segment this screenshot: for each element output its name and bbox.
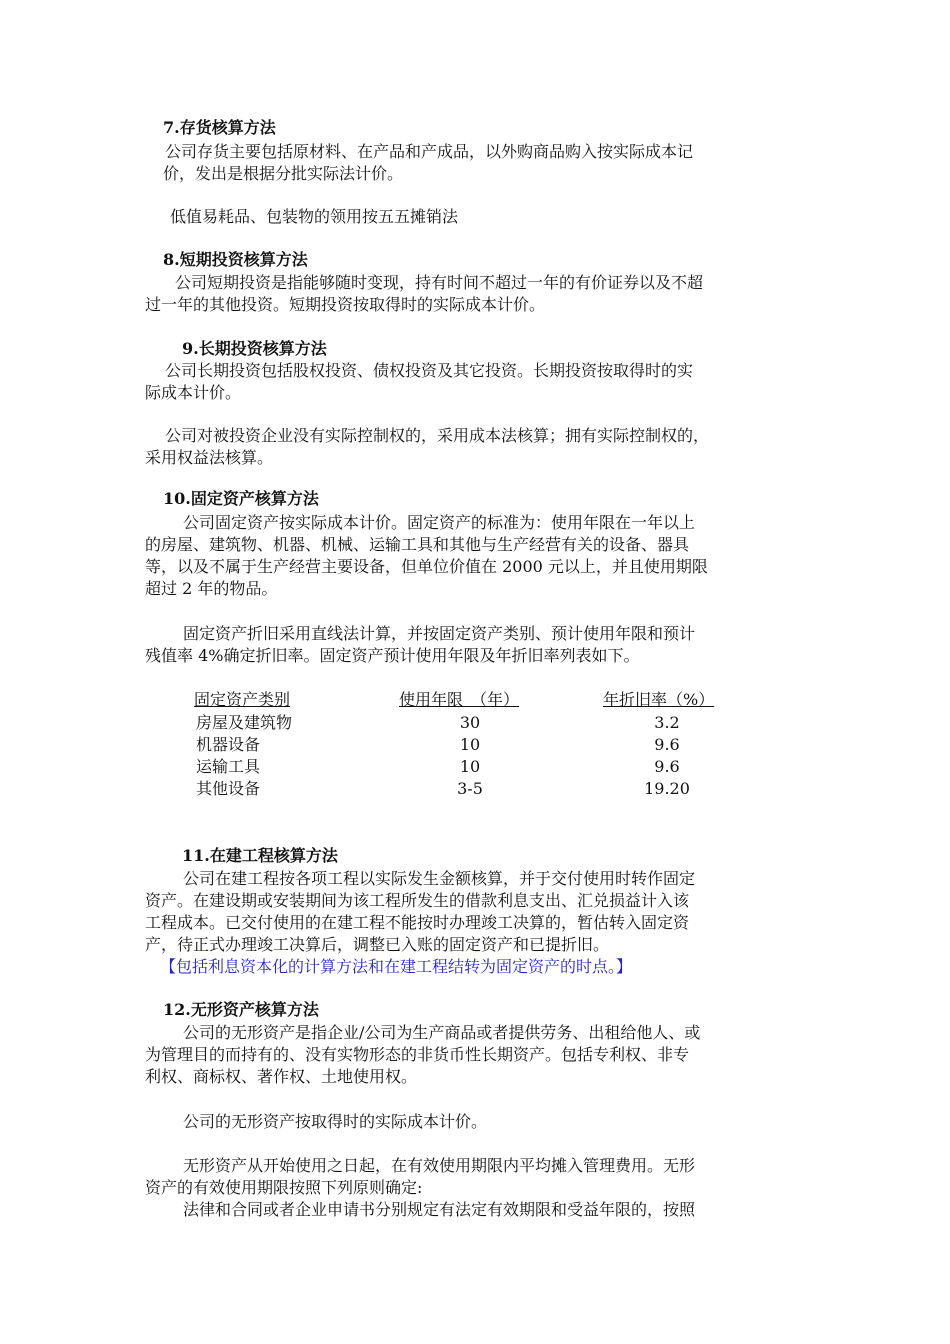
table-cell-rate: 9.6	[654, 757, 680, 776]
section-9-paragraph: 际成本计价。	[145, 383, 242, 402]
section-10-paragraph: 固定资产折旧采用直线法计算，并按固定资产类别、预计使用年限和预计	[183, 624, 696, 643]
table-cell-years: 3-5	[457, 779, 483, 798]
section-12-paragraph: 资产的有效使用期限按照下列原则确定:	[145, 1178, 423, 1197]
table-header: 固定资产类别	[194, 690, 291, 709]
section-12-paragraph: 无形资产从开始使用之日起，在有效使用期限内平均摊入管理费用。无形	[183, 1156, 696, 1175]
section-12-paragraph: 公司的无形资产是指企业/公司为生产商品或者提供劳务、出租给他人、或	[183, 1023, 701, 1042]
section-9-paragraph: 采用权益法核算。	[145, 448, 274, 467]
section-10-paragraph: 等，以及不属于生产经营主要设备，但单位价值在 2000 元以上，并且使用期限	[145, 557, 708, 576]
section-7-paragraph: 公司存货主要包括原材料、在产品和产成品，以外购商品购入按实际成本记	[165, 142, 694, 161]
section-10-paragraph: 超过 2 年的物品。	[145, 579, 278, 598]
section-11-note: 【包括利息资本化的计算方法和在建工程结转为固定资产的时点。】	[160, 957, 633, 976]
section-10-heading: 10.固定资产核算方法	[163, 489, 319, 508]
section-11-paragraph: 产，待正式办理竣工决算后，调整已入账的固定资产和已提折旧。	[145, 935, 610, 954]
table-header: 年折旧率（%）	[603, 690, 715, 709]
section-9-heading: 9.长期投资核算方法	[182, 339, 327, 358]
section-11-paragraph: 资产。在建设期或安装期间为该工程所发生的借款利息支出、汇兑损益计入该	[145, 891, 690, 910]
section-10-paragraph: 残值率 4%确定折旧率。固定资产预计使用年限及年折旧率列表如下。	[145, 646, 640, 665]
section-11-heading: 11.在建工程核算方法	[182, 846, 338, 865]
table-cell-category: 机器设备	[196, 735, 261, 754]
section-7-heading: 7.存货核算方法	[163, 118, 276, 137]
section-10-paragraph: 公司固定资产按实际成本计价。固定资产的标准为：使用年限在一年以上	[183, 513, 696, 532]
section-12-paragraph: 利权、商标权、著作权、土地使用权。	[145, 1067, 418, 1086]
section-11-paragraph: 公司在建工程按各项工程以实际发生金额核算，并于交付使用时转作固定	[183, 869, 696, 888]
table-cell-category: 运输工具	[196, 757, 261, 776]
section-7-paragraph: 低值易耗品、包装物的领用按五五摊销法	[170, 207, 459, 226]
section-8-heading: 8.短期投资核算方法	[163, 250, 308, 269]
section-8-paragraph: 过一年的其他投资。短期投资按取得时的实际成本计价。	[145, 295, 546, 314]
table-cell-years: 30	[459, 713, 481, 732]
table-cell-years: 10	[459, 735, 481, 754]
section-7-paragraph: 价，发出是根据分批实际法计价。	[163, 164, 404, 183]
section-9-paragraph: 公司长期投资包括股权投资、债权投资及其它投资。长期投资按取得时的实	[165, 361, 694, 380]
section-12-paragraph: 法律和合同或者企业申请书分别规定有法定有效期限和受益年限的，按照	[183, 1200, 696, 1219]
section-9-paragraph: 公司对被投资企业没有实际控制权的，采用成本法核算；拥有实际控制权的，	[165, 426, 710, 445]
section-12-paragraph: 为管理目的而持有的、没有实物形态的非货币性长期资产。包括专利权、非专	[145, 1045, 690, 1064]
table-cell-rate: 9.6	[654, 735, 680, 754]
section-11-paragraph: 工程成本。已交付使用的在建工程不能按时办理竣工决算的，暂估转入固定资	[145, 913, 690, 932]
table-cell-category: 其他设备	[196, 779, 261, 798]
table-cell-years: 10	[459, 757, 481, 776]
table-cell-rate: 19.20	[644, 779, 690, 798]
section-12-paragraph: 公司的无形资产按取得时的实际成本计价。	[183, 1112, 488, 1131]
section-8-paragraph: 公司短期投资是指能够随时变现，持有时间不超过一年的有价证券以及不超	[175, 273, 704, 292]
table-header: 使用年限 （年）	[399, 690, 520, 709]
section-10-paragraph: 的房屋、建筑物、机器、机械、运输工具和其他与生产经营有关的设备、器具	[145, 535, 690, 554]
section-12-heading: 12.无形资产核算方法	[163, 1000, 319, 1019]
table-cell-rate: 3.2	[654, 713, 680, 732]
table-cell-category: 房屋及建筑物	[196, 713, 293, 732]
